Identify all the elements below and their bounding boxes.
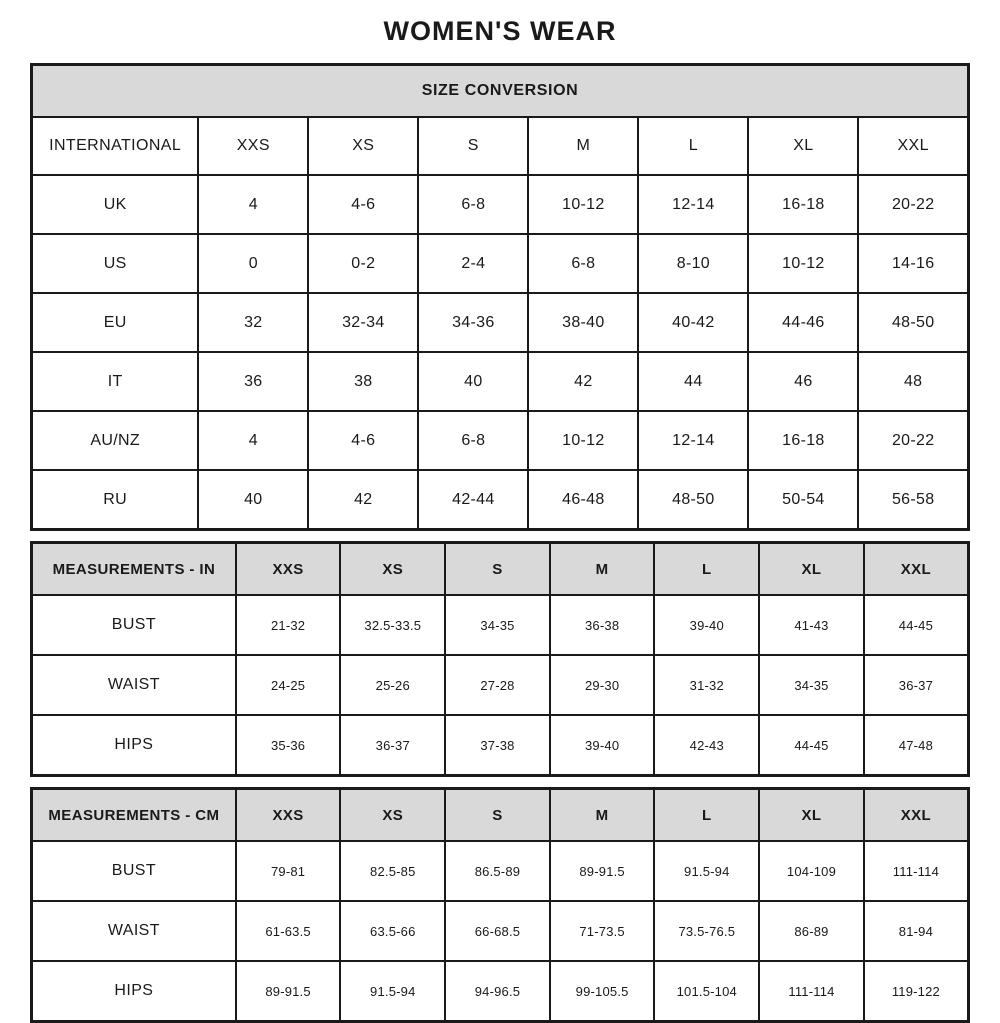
cell-value: 10-12 bbox=[528, 175, 638, 234]
table-row bbox=[32, 352, 969, 411]
cell-value: 40-42 bbox=[638, 293, 748, 352]
header-size-xxs: XXS bbox=[236, 543, 341, 596]
cell-value: 44-45 bbox=[864, 595, 969, 655]
cell-value: 40 bbox=[198, 470, 308, 530]
cell-value: 0 bbox=[198, 234, 308, 293]
header-size-s: S bbox=[445, 543, 550, 596]
cell-value: 24-25 bbox=[236, 655, 341, 715]
cell-value: 2-4 bbox=[418, 234, 528, 293]
size-conversion-table bbox=[30, 63, 970, 531]
table-banner-row bbox=[32, 65, 969, 118]
cell-value: 38 bbox=[308, 352, 418, 411]
cell-value: 44-45 bbox=[759, 715, 864, 776]
cell-value: 41-43 bbox=[759, 595, 864, 655]
cell-value: 94-96.5 bbox=[445, 961, 550, 1022]
cell-value: 44-46 bbox=[748, 293, 858, 352]
cell-value: 29-30 bbox=[550, 655, 655, 715]
cell-value: 101.5-104 bbox=[654, 961, 759, 1022]
cell-value: 91.5-94 bbox=[340, 961, 445, 1022]
table-row bbox=[32, 715, 969, 776]
cell-value: 37-38 bbox=[445, 715, 550, 776]
table-row bbox=[32, 655, 969, 715]
cell-value: 25-26 bbox=[340, 655, 445, 715]
cell-value: 89-91.5 bbox=[236, 961, 341, 1022]
cell-value: 42 bbox=[528, 352, 638, 411]
row-label: UK bbox=[32, 175, 199, 234]
cell-value: 47-48 bbox=[864, 715, 969, 776]
cell-value: 42-43 bbox=[654, 715, 759, 776]
row-label: WAIST bbox=[32, 655, 236, 715]
row-label: US bbox=[32, 234, 199, 293]
cell-value: 50-54 bbox=[748, 470, 858, 530]
table-row bbox=[32, 293, 969, 352]
table-row bbox=[32, 411, 969, 470]
row-label: BUST bbox=[32, 841, 236, 901]
cell-value: 48-50 bbox=[638, 470, 748, 530]
cell-value: 82.5-85 bbox=[340, 841, 445, 901]
cell-value: 66-68.5 bbox=[445, 901, 550, 961]
header-size-l: L bbox=[654, 789, 759, 842]
cell-value: 16-18 bbox=[748, 175, 858, 234]
cell-value: 61-63.5 bbox=[236, 901, 341, 961]
cell-value: 34-35 bbox=[759, 655, 864, 715]
header-size-m: M bbox=[550, 543, 655, 596]
header-size-m: M bbox=[528, 117, 638, 175]
cell-value: 35-36 bbox=[236, 715, 341, 776]
page-title: WOMEN'S WEAR bbox=[383, 16, 617, 46]
header-size-s: S bbox=[445, 789, 550, 842]
measurements-cm-table bbox=[30, 787, 970, 1023]
cell-value: 63.5-66 bbox=[340, 901, 445, 961]
cell-value: 21-32 bbox=[236, 595, 341, 655]
cell-value: 111-114 bbox=[759, 961, 864, 1022]
cell-value: 56-58 bbox=[858, 470, 968, 530]
cell-value: 32-34 bbox=[308, 293, 418, 352]
cell-value: 10-12 bbox=[528, 411, 638, 470]
cell-value: 4-6 bbox=[308, 175, 418, 234]
cell-value: 89-91.5 bbox=[550, 841, 655, 901]
cell-value: 36-38 bbox=[550, 595, 655, 655]
row-label: HIPS bbox=[32, 715, 236, 776]
cell-value: 27-28 bbox=[445, 655, 550, 715]
cell-value: 81-94 bbox=[864, 901, 969, 961]
table-header-row bbox=[32, 117, 969, 175]
cell-value: 4 bbox=[198, 175, 308, 234]
cell-value: 8-10 bbox=[638, 234, 748, 293]
cell-value: 6-8 bbox=[418, 411, 528, 470]
header-size-xs: XS bbox=[340, 543, 445, 596]
table-header-row bbox=[32, 789, 969, 842]
cell-value: 38-40 bbox=[528, 293, 638, 352]
cell-value: 34-35 bbox=[445, 595, 550, 655]
cell-value: 31-32 bbox=[654, 655, 759, 715]
cell-value: 46 bbox=[748, 352, 858, 411]
header-size-xs: XS bbox=[340, 789, 445, 842]
header-label: INTERNATIONAL bbox=[32, 117, 199, 175]
table-row bbox=[32, 901, 969, 961]
header-label: MEASUREMENTS - CM bbox=[32, 789, 236, 842]
cell-value: 14-16 bbox=[858, 234, 968, 293]
cell-value: 16-18 bbox=[748, 411, 858, 470]
cell-value: 4-6 bbox=[308, 411, 418, 470]
cell-value: 6-8 bbox=[418, 175, 528, 234]
header-size-m: M bbox=[550, 789, 655, 842]
row-label: HIPS bbox=[32, 961, 236, 1022]
table-row bbox=[32, 595, 969, 655]
header-size-xl: XL bbox=[759, 543, 864, 596]
cell-value: 42 bbox=[308, 470, 418, 530]
header-size-l: L bbox=[654, 543, 759, 596]
table-header-row bbox=[32, 543, 969, 596]
header-size-xxl: XXL bbox=[864, 789, 969, 842]
measurements-in-table bbox=[30, 541, 970, 777]
row-label: IT bbox=[32, 352, 199, 411]
table-row bbox=[32, 841, 969, 901]
table-row bbox=[32, 175, 969, 234]
cell-value: 36-37 bbox=[864, 655, 969, 715]
cell-value: 40 bbox=[418, 352, 528, 411]
cell-value: 34-36 bbox=[418, 293, 528, 352]
table-banner: SIZE CONVERSION bbox=[32, 65, 969, 118]
cell-value: 20-22 bbox=[858, 175, 968, 234]
header-size-xxl: XXL bbox=[864, 543, 969, 596]
row-label: EU bbox=[32, 293, 199, 352]
table-row bbox=[32, 961, 969, 1022]
cell-value: 12-14 bbox=[638, 411, 748, 470]
cell-value: 91.5-94 bbox=[654, 841, 759, 901]
cell-value: 86-89 bbox=[759, 901, 864, 961]
cell-value: 86.5-89 bbox=[445, 841, 550, 901]
cell-value: 39-40 bbox=[654, 595, 759, 655]
cell-value: 48-50 bbox=[858, 293, 968, 352]
cell-value: 36 bbox=[198, 352, 308, 411]
cell-value: 36-37 bbox=[340, 715, 445, 776]
table-row bbox=[32, 234, 969, 293]
cell-value: 48 bbox=[858, 352, 968, 411]
cell-value: 46-48 bbox=[528, 470, 638, 530]
header-size-s: S bbox=[418, 117, 528, 175]
cell-value: 79-81 bbox=[236, 841, 341, 901]
cell-value: 0-2 bbox=[308, 234, 418, 293]
header-size-xxs: XXS bbox=[198, 117, 308, 175]
cell-value: 73.5-76.5 bbox=[654, 901, 759, 961]
cell-value: 104-109 bbox=[759, 841, 864, 901]
header-size-xxs: XXS bbox=[236, 789, 341, 842]
cell-value: 4 bbox=[198, 411, 308, 470]
header-size-xl: XL bbox=[748, 117, 858, 175]
row-label: WAIST bbox=[32, 901, 236, 961]
cell-value: 99-105.5 bbox=[550, 961, 655, 1022]
cell-value: 39-40 bbox=[550, 715, 655, 776]
cell-value: 32 bbox=[198, 293, 308, 352]
cell-value: 20-22 bbox=[858, 411, 968, 470]
header-size-l: L bbox=[638, 117, 748, 175]
header-size-xs: XS bbox=[308, 117, 418, 175]
cell-value: 12-14 bbox=[638, 175, 748, 234]
row-label: BUST bbox=[32, 595, 236, 655]
cell-value: 6-8 bbox=[528, 234, 638, 293]
row-label: RU bbox=[32, 470, 199, 530]
cell-value: 44 bbox=[638, 352, 748, 411]
row-label: AU/NZ bbox=[32, 411, 199, 470]
cell-value: 10-12 bbox=[748, 234, 858, 293]
cell-value: 32.5-33.5 bbox=[340, 595, 445, 655]
cell-value: 42-44 bbox=[418, 470, 528, 530]
cell-value: 119-122 bbox=[864, 961, 969, 1022]
cell-value: 71-73.5 bbox=[550, 901, 655, 961]
header-size-xl: XL bbox=[759, 789, 864, 842]
table-row bbox=[32, 470, 969, 530]
header-size-xxl: XXL bbox=[858, 117, 968, 175]
cell-value: 111-114 bbox=[864, 841, 969, 901]
header-label: MEASUREMENTS - IN bbox=[32, 543, 236, 596]
